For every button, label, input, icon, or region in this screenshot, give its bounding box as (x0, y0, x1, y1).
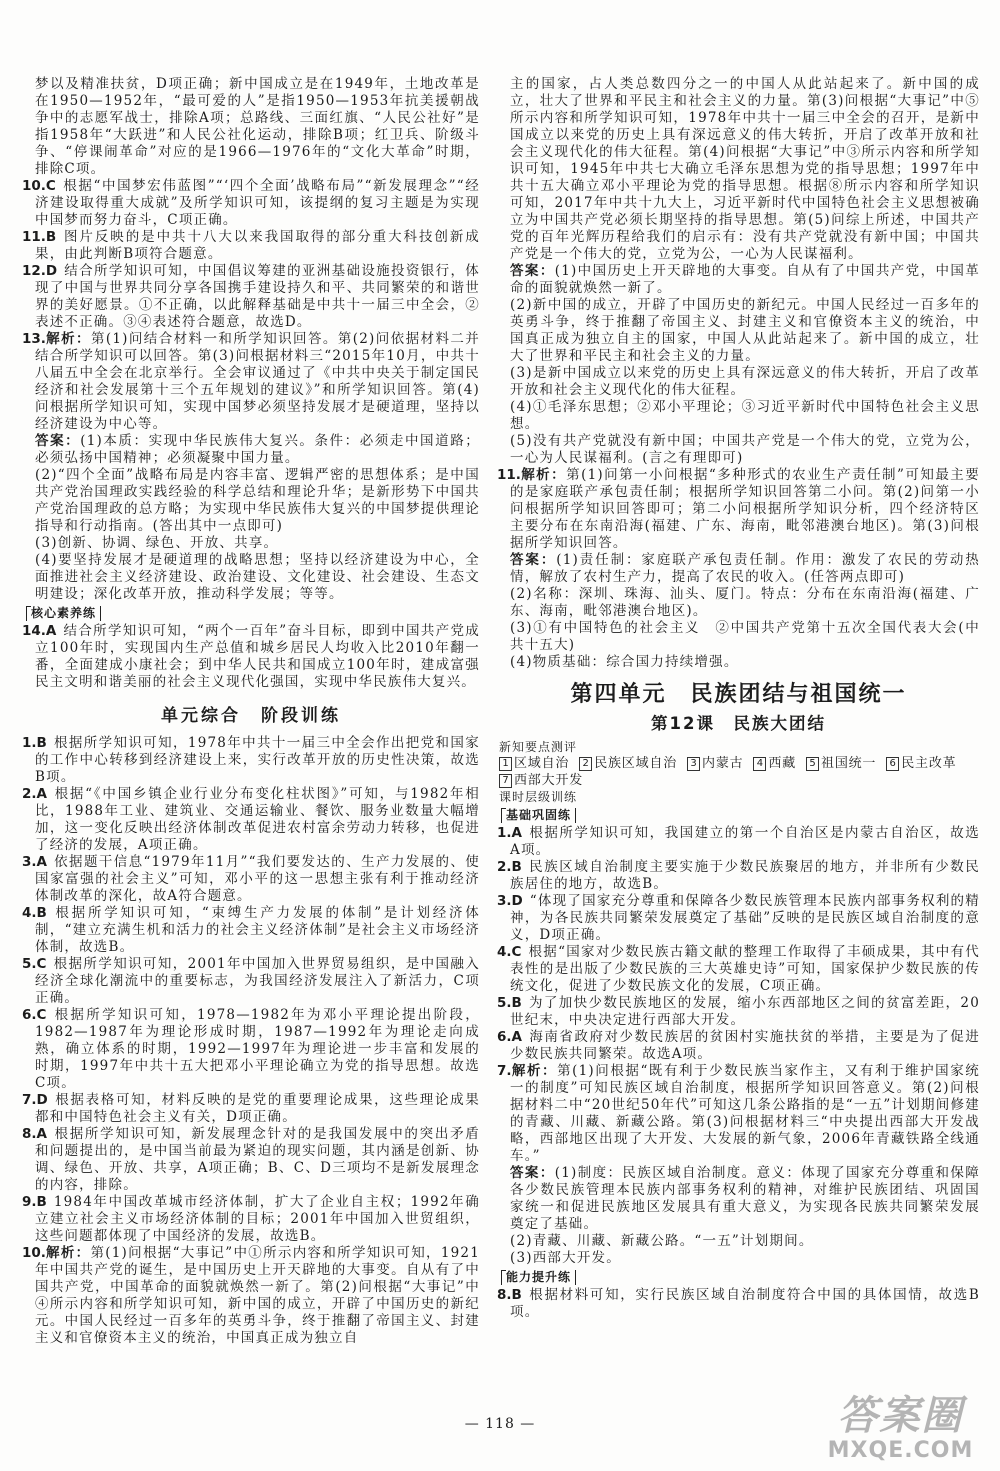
item-number: 1. (497, 825, 512, 841)
item-number: 7. (22, 1092, 37, 1108)
item-text: 根据“《中国乡镇企业行业分布变化柱状图》”可知，与1982年相比，1988年工业、建筑业、交通运输业、餐饮、服务业数量大幅增加，这一变化反映出经济体制改革促进农村富余劳动力转移，也促进了经济的发展，A项正确。 (35, 786, 480, 853)
answer-item (22, 623, 480, 691)
item-text: 第(1)问根据“大事记”中①所示内容和所学知识可知，1921年中国共产党的诞生，是中国历史上开天辟地的大事变。自从有了中国共产党，中国革命的面貌就焕然一新了。第(2)问根据“大事记”中④所示内容和所学知识可知，新中国的成立，开辟了中国历史的新纪元。中国人民经过一百多年的英勇斗争，终于推翻了帝国主义、封建主义和官僚资本主义的统治，中国真正成为独立自 (35, 1245, 480, 1346)
item-text: 结合所学知识可知，“两个一百年”奋斗目标，即到中国共产党成立100年时，实现国内生产总值和城乡居民人均收入比2010年翻一番，全面建成小康社会；到中华人民共和国成立100年时，建成富强民主文明和谐美丽的社会主义现代化强国，实现中华民族伟大复兴。 (35, 623, 480, 690)
answer-label: 答案： (510, 552, 557, 568)
section-heading: 单元综合 阶段训练 (161, 706, 341, 726)
answer-block (497, 263, 980, 297)
answer-key: C (45, 178, 56, 194)
item-number: 2. (497, 859, 512, 875)
key-point-option (499, 772, 583, 789)
item-number: 12. (22, 263, 46, 279)
unit-heading: 第四单元 民族团结与祖国统一 (570, 682, 907, 707)
answer-key: B (511, 859, 522, 875)
answer-block (497, 1165, 980, 1233)
key-point-number: 3 (687, 757, 700, 771)
watermark-logo (813, 1393, 988, 1463)
key-point-option (806, 755, 876, 772)
item-number: 1. (22, 735, 37, 751)
analysis-label: 解析： (520, 467, 567, 483)
answer-subpart: (3)创新、协调、绿色、开放、共享。 (35, 535, 279, 551)
key-point-text: 祖国统一 (821, 756, 877, 771)
answer-subpart: (2)新中国的成立，开辟了中国历史的新纪元。中国人民经过一百多年的英勇斗争，终于推翻了帝国主义、封建主义和官僚资本主义的统治，中国真正成为独立自主的国家，中国人从此站起来了。新中国的成立，壮大了世界和平民主和社会主义的力量。 (510, 297, 980, 364)
lesson-heading: 第12课 民族大团结 (651, 714, 826, 733)
section-tag (501, 1269, 980, 1286)
answer-item (22, 1245, 480, 1347)
item-text: 民族区域自治制度主要实施于少数民族聚居的地方，并非所有少数民族居住的地方，故选B。 (510, 859, 980, 892)
item-text: 图片反映的是中共十八大以来我国取得的部分重大科技创新成果，由此判断B项符合题意。 (35, 229, 480, 262)
answer-subpart: (5)没有共产党就没有新中国；中国共产党是一个伟大的党，立党为公，一心为人民谋福利。(言之有理即可) (510, 433, 980, 466)
answer-item (22, 331, 480, 433)
answer-key: B (36, 1194, 47, 1210)
key-point-number: 1 (499, 757, 512, 771)
section-tag-label: 基础巩固练 (501, 808, 576, 823)
answer-label: 答案： (510, 1165, 555, 1181)
item-number: 10. (22, 178, 46, 194)
answer-key: C (36, 956, 47, 972)
answer-subpart: (2)“四个全面”战略布局是内容丰富、逻辑严密的思想体系；是中国共产党治国理政实践经验的科学总结和理论升华；是新形势下中国共产党治国理政的总方略；为实现中华民族伟大复兴的中国梦提供理论指导和行动指南。(答出其中一点即可) (35, 467, 480, 534)
item-number: 6. (22, 1007, 37, 1023)
key-points-answers (497, 755, 980, 789)
key-point-option (886, 755, 956, 772)
answer-item (497, 467, 980, 552)
answer-subpart: (2)青藏、川藏、新藏公路。“一五”计划期间。 (510, 1233, 814, 1249)
item-number: 5. (497, 995, 512, 1011)
item-text: 第(1)问第一小问根据“多种形式的农业生产责任制”可知最主要的是家庭联产承包责任制；根据所学知识回答第二小问。第(2)问第一小问根据所学知识回答即可；第二小问根据所学知识分析，四个经济特区主要分布在东南沿海(福建、广东、海南，毗邻港澳台地区)。第(3)问根据所学知识回答。 (510, 467, 980, 551)
item-number: 10. (22, 1245, 46, 1261)
key-point-option (687, 755, 743, 772)
right-column (497, 76, 980, 1321)
item-text: 第(1)问根据“既有利于少数民族当家作主，又有利于维护国家统一的制度”可知民族区域自治制度，根据所学知识回答意义。第(2)问根据材料二中“20世纪50年代”可知这几条公路指的是“一五”计划期间修建的青藏、川藏、新藏公路。第(3)问根据材料三“中央提出西部大开发战略，西部地区出现了大开发、大发展的新气象，2006年青藏铁路全线通车。” (510, 1063, 980, 1164)
item-number: 8. (22, 1126, 37, 1142)
item-number: 14. (22, 623, 46, 639)
answer-key: A (36, 1126, 47, 1142)
answer-key: D (45, 263, 58, 279)
item-number: 3. (22, 854, 37, 870)
analysis-label: 解析： (45, 331, 91, 347)
key-point-number: 7 (499, 774, 512, 788)
answer-key: A (511, 1029, 522, 1045)
item-number: 6. (497, 1029, 512, 1045)
item-text: 根据所学知识可知，1978—1982年为邓小平理论提出阶段，1982—1987年为理论形成时期，1987—1992年为理论走向成熟，确立体系的时期，1992—1997年为理论进一步丰富和发展的时期，1997年中共十五大把邓小平理论确立为党的指导思想。故选C项。 (35, 1007, 480, 1091)
answer-item (22, 263, 480, 331)
answer-item (22, 786, 480, 854)
answer-key: D (511, 893, 523, 909)
answer-subpart: (4)①毛泽东思想；②邓小平理论；③习近平新时代中国特色社会主义思想。 (510, 399, 980, 432)
item-text: “体现了国家充分尊重和保障各少数民族管理本民族内部事务权利的精神，为各民族共同繁荣发展奠定了基础”反映的是民族区域自治制度的意义，D项正确。 (510, 893, 980, 943)
watermark-line-1: 答案圈 (837, 1393, 964, 1439)
answer-item (497, 1287, 980, 1321)
analysis-label: 解析： (511, 1063, 558, 1079)
answer-subpart: (3)是新中国成立以来党的历史上具有深远意义的伟大转折，开启了改革开放和社会主义现代化的伟大征程。 (510, 365, 980, 398)
item-text: 根据“中国梦宏伟蓝图”“‘四个全面’战略布局”“新发展理念”“经济建设取得重大成就”及所学知识可知，该提纲的复习主题是为实现中国梦而努力奋斗，C项正确。 (35, 178, 480, 228)
item-number: 7. (497, 1063, 512, 1079)
item-text: 根据所学知识可知，1978年中共十一届三中全会作出把党和国家的工作中心转移到经济建设上来，实行改革开放的历史性决策，故选B项。 (35, 735, 480, 785)
paragraph: 主的国家，占人类总数四分之一的中国人从此站起来了。新中国的成立，壮大了世界和平民主和社会主义的力量。第(3)问根据“大事记”中⑤所示内容和所学知识可知，1978年中共十一届三中全会的召开，是新中国成立以来党的历史上具有深远意义的伟大转折，开启了改革开放和社会主义现代化的伟大征程。第(4)问根据“大事记”中③所示内容和所学知识可知，1945年中共七大确立毛泽东思想为党的指导思想；1997年中共十五大确立邓小平理论为党的指导思想。根据⑧所示内容和所学知识可知，2017年中共十九大上，习近平新时代中国特色社会主义思想被确立为中国共产党必须长期坚持的指导思想。第(5)问综上所述，中国共产党的百年光辉历程给我们的启示有：没有共产党就没有新中国；中国共产党是一个伟大的党，立党为公，一心为人民谋福利。 (510, 76, 980, 262)
answer-item (22, 854, 480, 905)
answer-item (22, 178, 480, 229)
key-point-option (579, 755, 677, 772)
key-point-text: 西藏 (768, 756, 797, 771)
answer-item (22, 1007, 480, 1092)
item-text: 1984年中国改革城市经济体制，扩大了企业自主权；1992年确立建立社会主义市场经济体制的目标；2001年中国加入世贸组织，这些问题都体现了中国经济的发展，故选B。 (35, 1194, 480, 1244)
key-point-number: 2 (579, 757, 592, 771)
answer-key: D (36, 1092, 48, 1108)
answer-text: (1)中国历史上开天辟地的大事变。自从有了中国共产党，中国革命的面貌就焕然一新了。 (510, 263, 980, 296)
key-point-number: 5 (806, 757, 819, 771)
answer-item (22, 956, 480, 1007)
item-number: 9. (22, 1194, 37, 1210)
answer-item (497, 893, 980, 944)
answer-key: C (36, 1007, 47, 1023)
section-tag (501, 807, 980, 824)
analysis-label: 解析： (45, 1245, 91, 1261)
answer-subpart: (2)名称：深圳、珠海、汕头、厦门。特点：分布在东南沿海(福建、广东、海南，毗邻港澳台地区)。 (510, 586, 980, 619)
key-point-number: 4 (753, 757, 766, 771)
answer-item (22, 229, 480, 263)
item-text: 根据所学知识可知，我国建立的第一个自治区是内蒙古自治区，故选A项。 (510, 825, 980, 858)
item-text: 结合所学知识可知，中国倡议筹建的亚洲基础设施投资银行，体现了中国与世界共同分享各国携手建设持久和平、共同繁荣的和谐世界的美好愿景。①不正确，以此解释基础是中共十一届三中全会，②表述不正确。③④表述符合题意，故选D。 (35, 263, 480, 330)
left-column (22, 76, 480, 1347)
key-point-text: 民主改革 (901, 756, 957, 771)
answer-label: 答案： (510, 263, 555, 279)
answer-label: 答案： (35, 433, 81, 449)
key-point-text: 内蒙古 (702, 756, 744, 771)
key-point-option (499, 755, 569, 772)
answer-subpart: (3)西部大开发。 (510, 1250, 621, 1266)
key-point-number: 6 (886, 757, 899, 771)
item-text: 为了加快少数民族地区的发展，缩小东西部地区之间的贫富差距，20世纪末，中央决定进行西部大开发。 (510, 995, 980, 1028)
answer-item (497, 995, 980, 1029)
item-number: 11. (22, 229, 46, 245)
item-text: 根据所学知识可知，2001年中国加入世界贸易组织，是中国融入经济全球化潮流中的重要标志，为我国经济发展注入了新活力，C项正确。 (35, 956, 480, 1006)
item-text: 第(1)问结合材料一和所学知识回答。第(2)问依据材料二并结合所学知识可以回答。第(3)问根据材料三“2015年10月，中共十八届五中全会在北京举行。全会审议通过了《中共中央关于制定国民经济和社会发展第十三个五年规划的建议》”和所学知识回答。第(4)问根据所学知识可知，实现中国梦必须坚持发展才是硬道理，坚持以经济建设为中心等。 (35, 331, 481, 432)
page-number: — 118 — (464, 1416, 536, 1432)
answer-key: B (45, 229, 57, 245)
key-point-text: 区域自治 (514, 756, 570, 771)
answer-item (497, 944, 980, 995)
key-point-text: 西部大开发 (514, 773, 584, 788)
item-number: 4. (497, 944, 512, 960)
key-point-option (753, 755, 796, 772)
answer-item (22, 1126, 480, 1194)
answer-item (22, 1092, 480, 1126)
answer-block (22, 433, 480, 467)
answer-key: A (36, 786, 47, 802)
answer-text: (1)本质：实现中华民族伟大复兴。条件：必须走中国道路；必须弘扬中国精神；必须凝聚中国力量。 (35, 433, 480, 466)
answer-item (497, 859, 980, 893)
item-number: 4. (22, 905, 37, 921)
item-number: 3. (497, 893, 512, 909)
item-text: 依据题干信息“1979年11月”“我们要发达的、生产力发展的、使国家富强的社会主义”可知，邓小平的这一思想主张有利于推动经济体制改革的深化，故A符合题意。 (35, 854, 480, 904)
item-number: 13. (22, 331, 46, 347)
answer-item (22, 905, 480, 956)
answer-key: C (511, 944, 522, 960)
answer-key: A (45, 623, 57, 639)
answer-key: B (511, 995, 522, 1011)
item-number: 8. (497, 1287, 512, 1303)
answer-item (497, 1029, 980, 1063)
item-number: 5. (22, 956, 37, 972)
answer-key: B (36, 735, 47, 751)
item-text: 根据所学知识可知，“束缚生产力发展的体制”是计划经济体制，“建立充满生机和活力的社会主义经济体制”是社会主义市场经济体制，故选B。 (35, 905, 480, 955)
answer-block (497, 552, 980, 586)
item-text: 根据所学知识可知，新发展理念针对的是我国发展中的突出矛盾和问题提出的，是中国当前最为紧迫的现实问题，其内涵是创新、协调、绿色、开放、共享，A项正确；B、C、D三项均不是新发展理念的内容，排除。 (35, 1126, 480, 1193)
key-point-text: 民族区域自治 (594, 756, 678, 771)
answer-key: A (511, 825, 522, 841)
item-number: 2. (22, 786, 37, 802)
answer-subpart: (3)①有中国特色的社会主义 ②中国共产党第十五次全国代表大会(中共十五大) (510, 620, 980, 653)
section-tag (26, 605, 480, 622)
small-label: 课时层级训练 (499, 790, 578, 804)
answer-item (497, 825, 980, 859)
section-tag-label: 核心素养练 (26, 606, 101, 621)
answer-item (22, 735, 480, 786)
answer-item (22, 1194, 480, 1245)
answer-subpart: (4)物质基础：综合国力持续增强。 (510, 654, 739, 670)
item-text: 海南省政府对少数民族居的贫困村实施扶贫的举措，主要是为了促进少数民族共同繁荣。故选A项。 (510, 1029, 980, 1062)
item-text: 根据“国家对少数民族古籍文献的整理工作取得了丰硕成果，其中有代表性的是出版了少数民族的三大英雄史诗”可知，国家保护少数民族的传统文化，促进了少数民族文化的发展，C项正确。 (510, 944, 980, 994)
answer-text: (1)制度：民族区域自治制度。意义：体现了国家充分尊重和保障各少数民族管理本民族内部事务权利的精神，对维护民族团结、巩固国家统一和促进民族地区发展具有重大意义，为实现各民族共同繁荣发展奠定了基础。 (510, 1165, 980, 1232)
answer-key: B (36, 905, 47, 921)
answer-item (497, 1063, 980, 1165)
section-tag-label: 能力提升练 (501, 1270, 576, 1285)
watermark-line-2: MXQE.COM (827, 1438, 974, 1463)
item-text: 根据材料可知，实行民族区域自治制度符合中国的具体国情，故选B项。 (510, 1287, 980, 1320)
paragraph: 梦以及精准扶贫，D项正确；新中国成立是在1949年，土地改革是在1950—1952年，“最可爱的人”是指1950—1953年抗美援朝战争中的志愿军战士，排除A项；总路线、三面红旗、“人民公社好”是指1958年“大跃进”和人民公社化运动，排除B项；红卫兵、阶级斗争、“停课闹革命”对应的是1966—1976年的“文化大革命”时期，排除C项。 (35, 76, 480, 177)
answer-text: (1)责任制：家庭联产承包责任制。作用：激发了农民的劳动热情，解放了农村生产力，提高了农民的收入。(任答两点即可) (510, 552, 980, 585)
answer-key: A (36, 854, 47, 870)
answer-key: B (511, 1287, 522, 1303)
answer-subpart: (4)要坚持发展才是硬道理的战略思想；坚持以经济建设为中心，全面推进社会主义经济建设、政治建设、文化建设、社会建设、生态文明建设；深化改革开放，推动科学发展；等等。 (35, 552, 480, 602)
small-label: 新知要点测评 (499, 740, 578, 754)
item-number: 11. (497, 467, 521, 483)
item-text: 根据表格可知，材料反映的是党的重要理论成果，这些理论成果都和中国特色社会主义有关，D项正确。 (35, 1092, 480, 1125)
